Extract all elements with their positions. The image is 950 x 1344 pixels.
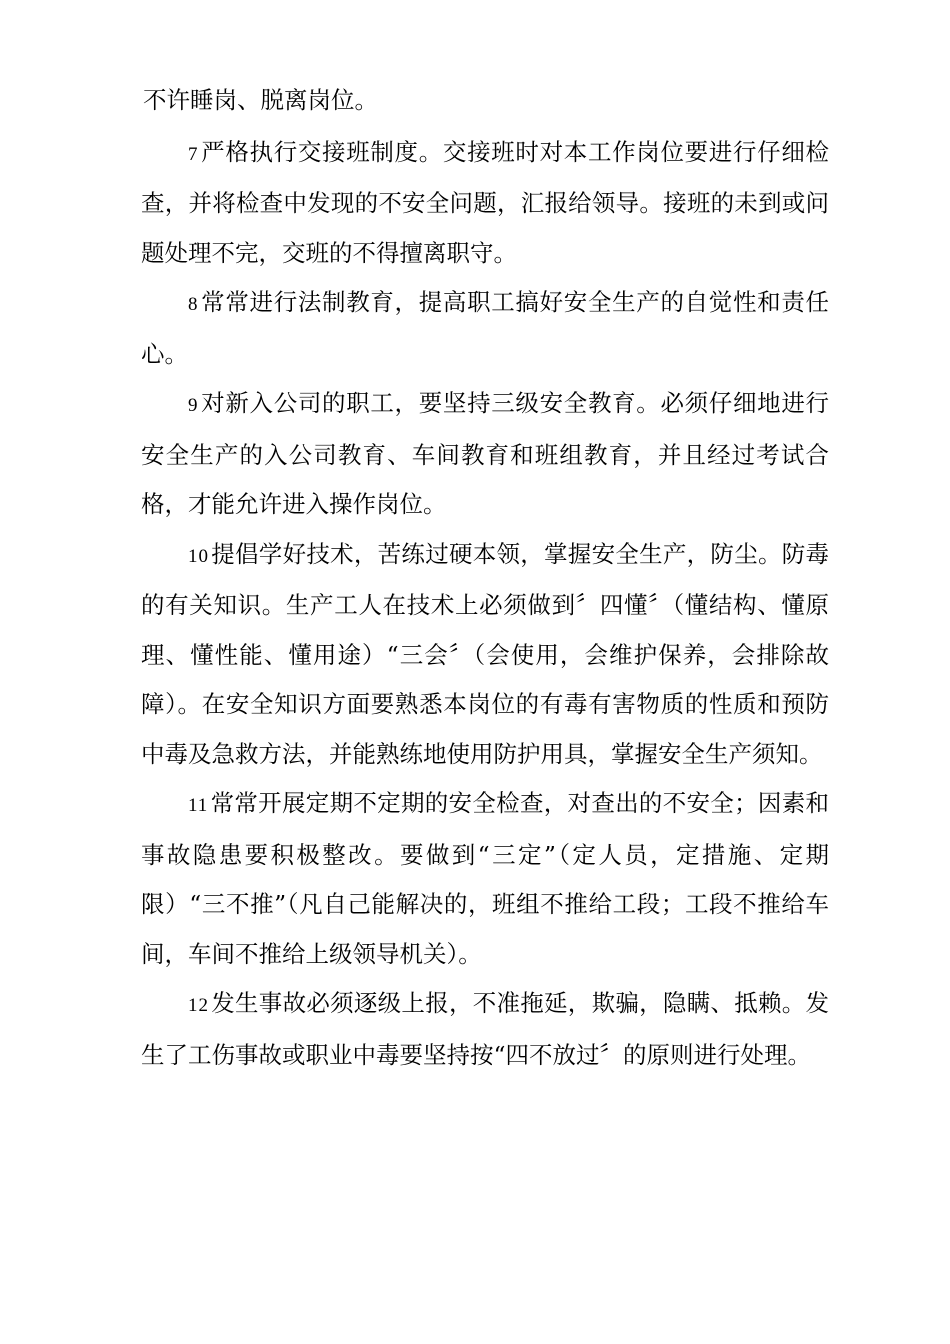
paragraph-text: 严格执行交接班制度。交接班时对本工作岗位要进行仔细检查，并将检查中发现的不安全问题，汇报给领导。接班的未到或问题处理不完，交班的不得擅离职守。 bbox=[141, 137, 829, 267]
paragraph-number: 8 bbox=[188, 294, 199, 315]
paragraph-item-11 bbox=[141, 779, 829, 979]
paragraph-text: 常常开展定期不定期的安全检查，对查出的不安全；因素和事故隐患要积极整改。要做到“三定”（定人员，定措施、定期限）“三不推”（凡自己能解决的，班组不推给工段；工段不推给车间，车间不推给上级领导机关）。 bbox=[141, 789, 829, 968]
paragraph-number: 9 bbox=[188, 395, 199, 416]
paragraph-text: 不许睡岗、脱离岗位。 bbox=[143, 86, 378, 114]
paragraph-number: 10 bbox=[188, 545, 209, 567]
document-body bbox=[141, 76, 829, 1080]
paragraph-text: 发生事故必须逐级上报，不准拖延，欺骗，隐瞒、抵赖。发生了工伤事故或职业中毒要坚持按“四不放过〞的原则进行处理。 bbox=[141, 989, 829, 1069]
paragraph-item-10 bbox=[141, 530, 829, 780]
paragraph-item-8 bbox=[141, 278, 829, 379]
paragraph-item-7 bbox=[141, 128, 829, 279]
paragraph-number: 7 bbox=[188, 143, 199, 165]
paragraph-text: 提倡学好技术，苦练过硬本领，掌握安全生产，防尘。防毒的有关知识。生产工人在技术上必须做到〞四懂〞（懂结构、懂原理、懂性能、懂用途）“三会〞（会使用，会维护保养，会排除故障）。在安全知识方面要熟悉本岗位的有毒有害物质的性质和预防中毒及急救方法，并能熟练地使用防护用具，掌握安全生产须知。 bbox=[141, 539, 829, 768]
paragraph-item-9 bbox=[141, 379, 829, 530]
paragraph-continuation bbox=[141, 76, 829, 128]
paragraph-item-12 bbox=[141, 979, 829, 1080]
paragraph-text: 对新入公司的职工，要坚持三级安全教育。必须仔细地进行安全生产的入公司教育、车间教育和班组教育，并且经过考试合格，才能允许进入操作岗位。 bbox=[141, 389, 829, 518]
paragraph-number: 11 bbox=[188, 795, 209, 816]
paragraph-number: 12 bbox=[188, 995, 209, 1016]
paragraph-text: 常常进行法制教育，提高职工搞好安全生产的自觉性和责任心。 bbox=[141, 288, 829, 368]
